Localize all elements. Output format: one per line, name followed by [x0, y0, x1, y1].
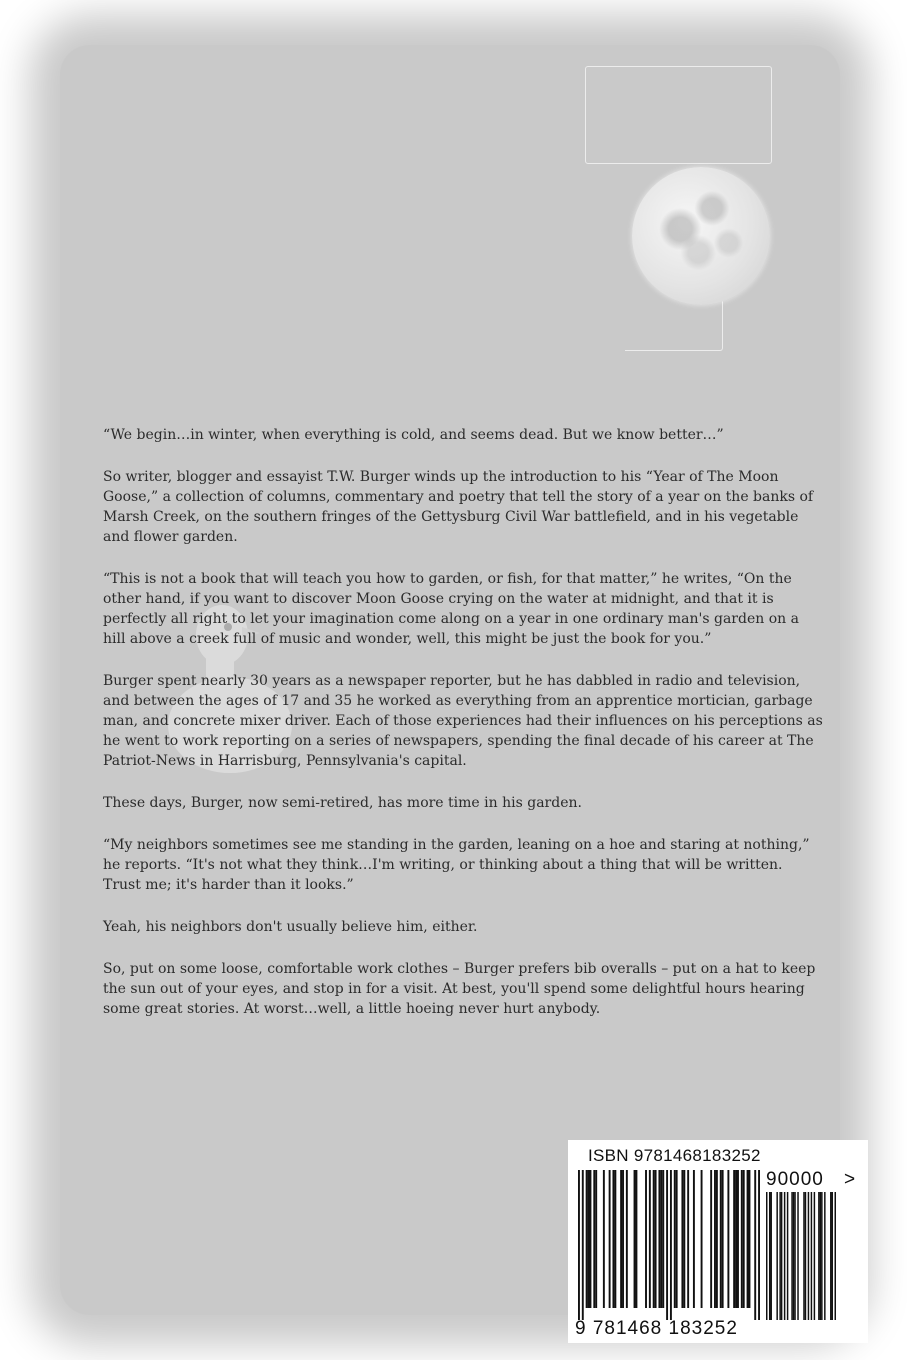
- barcode-addon-bar: [830, 1192, 831, 1320]
- barcode-bar: [578, 1170, 580, 1320]
- barcode-bar: [612, 1170, 614, 1308]
- barcode-addon-bar: [794, 1192, 795, 1320]
- barcode-bar: [716, 1170, 718, 1308]
- barcode-bar: [653, 1170, 655, 1308]
- price-addon-digits: 90000: [766, 1169, 824, 1190]
- barcode-addon-bar: [766, 1192, 767, 1320]
- barcode-bar: [714, 1170, 716, 1308]
- barcode-addon-bar: [835, 1192, 836, 1320]
- barcode-bar: [687, 1170, 689, 1308]
- barcode-addon-bar: [805, 1192, 806, 1320]
- barcode-addon-bar: [791, 1192, 792, 1320]
- barcode-bar: [720, 1170, 722, 1308]
- barcode-bar: [660, 1170, 662, 1308]
- barcode-addon-bar: [808, 1192, 809, 1320]
- moon-icon: [632, 167, 770, 305]
- blurb-text: [103, 425, 823, 1041]
- blurb-paragraph: “This is not a book that will teach you how to garden, or fish, for that matter,” he writes, “On the other hand, if you want to discover Moon Goose crying on the water at midnight, and that it is perfectly all right to let your imagination come along on a year in one ordinary man's garden on a hill above a creek full of music and wonder, well, this might be just the book for you.”: [103, 571, 799, 647]
- barcode-addon-bar: [781, 1192, 782, 1320]
- barcode-addon-bar: [793, 1192, 794, 1320]
- barcode-bar: [655, 1170, 657, 1308]
- barcode-bar: [754, 1170, 756, 1320]
- barcode-addon-bar: [797, 1192, 798, 1320]
- barcode-bar: [670, 1170, 672, 1320]
- barcode-addon-bar: [784, 1192, 785, 1320]
- barcode-addon-bar: [787, 1192, 788, 1320]
- barcode-bar: [676, 1170, 678, 1308]
- barcode-bar: [649, 1170, 651, 1308]
- barcode-bar: [634, 1170, 636, 1308]
- barcode-bar: [747, 1170, 749, 1308]
- decorative-frame-top: [585, 66, 772, 164]
- barcode-bar: [662, 1170, 664, 1308]
- blurb-paragraph: Burger spent nearly 30 years as a newspaper reporter, but he has dabbled in radio and television, and between the ages of 17 and 35 he worked as everything from an apprentice mortician, garbage man, and concrete mixer driver. Each of those experiences had their influences on his perceptions as he went to work reporting on a series of newspapers, spending the final decade of his career at The Patriot-News in Harrisburg, Pennsylvania's capital.: [103, 673, 823, 769]
- barcode-bar: [666, 1170, 668, 1320]
- barcode-bar: [733, 1170, 735, 1308]
- barcode-addon-bar: [824, 1192, 825, 1320]
- barcode-bar: [701, 1170, 703, 1308]
- barcode-addon-bar: [818, 1192, 819, 1320]
- barcode-addon-bar: [821, 1192, 822, 1320]
- barcode-bar: [603, 1170, 605, 1308]
- blurb-paragraph: So, put on some loose, comfortable work clothes – Burger prefers bib overalls – put on a hat to keep the sun out of your eyes, and stop in for a visit. At best, you'll spend some delightful hours hearing some great stories. At worst…well, a little hoeing never hurt anybody.: [103, 961, 816, 1017]
- barcode-bar: [658, 1170, 660, 1308]
- barcode-bar: [683, 1170, 685, 1308]
- barcode-bar: [588, 1170, 590, 1308]
- barcode-bar: [743, 1170, 745, 1308]
- barcode-bar: [609, 1170, 611, 1308]
- barcode-addon-bar: [776, 1192, 777, 1320]
- barcode-bar: [614, 1170, 616, 1308]
- barcode-bar: [693, 1170, 695, 1308]
- barcode-addon-bars: [766, 1192, 836, 1320]
- barcode-addon-bar: [803, 1192, 804, 1320]
- ean-digits: 9 781468 183252: [575, 1318, 738, 1339]
- blurb-paragraph: Yeah, his neighbors don't usually believe him, either.: [103, 919, 478, 935]
- barcode-addon-bar: [769, 1192, 770, 1320]
- barcode-bar: [727, 1170, 729, 1308]
- isbn-barcode: [568, 1140, 868, 1343]
- blurb-paragraph: So writer, blogger and essayist T.W. Burger winds up the introduction to his “Year of The Moon Goose,” a collection of columns, commentary and poetry that tell the story of a year on the banks of Marsh Creek, on the southern fringes of the Gettysburg Civil War battlefield, and in his vegetable and flower garden.: [103, 469, 814, 545]
- blurb-paragraph: These days, Burger, now semi-retired, has more time in his garden.: [103, 795, 582, 811]
- barcode-bar: [758, 1170, 760, 1320]
- barcode-bar: [595, 1170, 597, 1308]
- barcode-bar: [722, 1170, 724, 1308]
- barcode-bar: [593, 1170, 595, 1308]
- barcode-addon-bar: [779, 1192, 780, 1320]
- barcode-bar: [674, 1170, 676, 1308]
- barcode-main-bars: [578, 1170, 760, 1320]
- barcode-addon-bar: [820, 1192, 821, 1320]
- isbn-label: ISBN 9781468183252: [588, 1146, 761, 1165]
- barcode-bar: [681, 1170, 683, 1308]
- barcode-bar: [735, 1170, 737, 1308]
- blurb-paragraph: “My neighbors sometimes see me standing in the garden, leaning on a hoe and staring at nothing,” he reports. “It's not what they think…I'm writing, or thinking about a thing that will be written. Trust me; it's harder than it looks.”: [103, 837, 810, 893]
- barcode-bar: [645, 1170, 647, 1308]
- price-addon-marker: >: [844, 1169, 856, 1190]
- barcode-bar: [586, 1170, 588, 1308]
- barcode-addon-bar: [770, 1192, 771, 1320]
- blurb-paragraph: “We begin…in winter, when everything is cold, and seems dead. But we know better…”: [103, 427, 724, 443]
- barcode-bar: [741, 1170, 743, 1308]
- barcode-bar: [622, 1170, 624, 1308]
- barcode-addon-bar: [811, 1192, 812, 1320]
- barcode-bar: [626, 1170, 628, 1308]
- barcode-bar: [710, 1170, 712, 1308]
- barcode-bar: [582, 1170, 584, 1320]
- barcode-bar: [620, 1170, 622, 1308]
- barcode-bar: [589, 1170, 591, 1308]
- barcode-bar: [635, 1170, 637, 1308]
- barcode-bar: [737, 1170, 739, 1308]
- barcode-addon-bar: [832, 1192, 833, 1320]
- barcode-addon-bar: [814, 1192, 815, 1320]
- barcode-bar: [749, 1170, 751, 1308]
